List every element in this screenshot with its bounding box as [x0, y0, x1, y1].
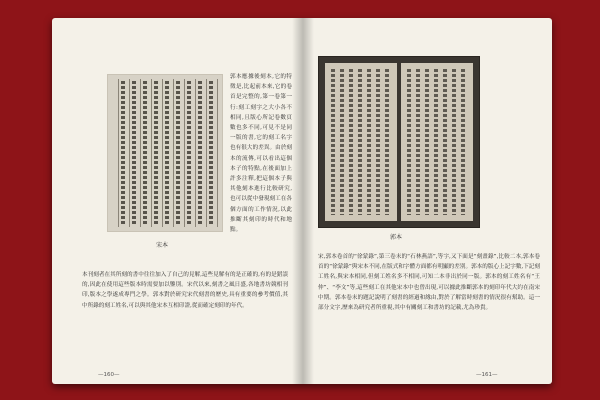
song-edition-scan	[107, 74, 223, 232]
left-page-number: —160—	[98, 372, 120, 378]
open-book	[52, 18, 552, 384]
left-page	[52, 18, 300, 384]
right-page	[304, 18, 552, 384]
right-image-caption: 郭本	[390, 234, 403, 241]
guo-edition-scan	[318, 56, 480, 228]
left-image-caption: 宋本	[156, 242, 169, 249]
left-side-paragraph: 郭本應據後刻本,它的特徵是,比起前本來,它的卷首是完整的,第一卷第一行:刻工刻字之大小各不相同,且版心所記卷數頁數也多不同,可見不是同一版的書,它的刻工名字也有很大的差異。由於刻本的流傳,可以看出這個本子的特點,在後面加上許多注釋,把這個本子與其他刻本進行比較研究,也可以從中發現刻工在各個方面的工作情況,以此推斷其刻印的時代和地點。	[230, 74, 292, 234]
right-body-paragraph: 宋,郭本卷首的“徐蒙錄”,第三卷末的“石林燕語”,等字,又下面是“刻畫錄”,比較二本,郭本卷首的“徐蒙錄”與宋本不同,在版式和字體方面都有明顯的差別。郭本的版心上記字數,下記刻工姓名,與宋本相同,但刻工姓名多不相同,可知二本非出於同一版。郭本的刻工姓名有“王仲”、“李文”等,這些刻工在其他宋本中也曾出現,可以據此推斷郭本的刻印年代大約在南宋中期。郭本卷末的題記說明了刻書的經過和緣由,對於了解當時刻書的情況很有幫助。這一部分文字,歷來為研究者所重視,其中有關刻工和書坊的記載,尤為珍貴。	[318, 254, 540, 312]
book-gutter	[292, 18, 314, 384]
right-page-number: —161—	[476, 372, 498, 378]
left-body-paragraph: 本刊刻者在其所刻的書中往往加入了自己的見解,這些見解有的是正確的,有的是錯誤的,因此在使用這些版本時需要加以鑒別。宋代以來,刻書之風日盛,各地書坊競相刊印,版本之學遂成專門之學。郭本對於研究宋代刻書的歷史,具有重要的參考價值,其中所錄的刻工姓名,可以與其他宋本互相印證,從而確定刻印的年代。	[82, 272, 288, 309]
